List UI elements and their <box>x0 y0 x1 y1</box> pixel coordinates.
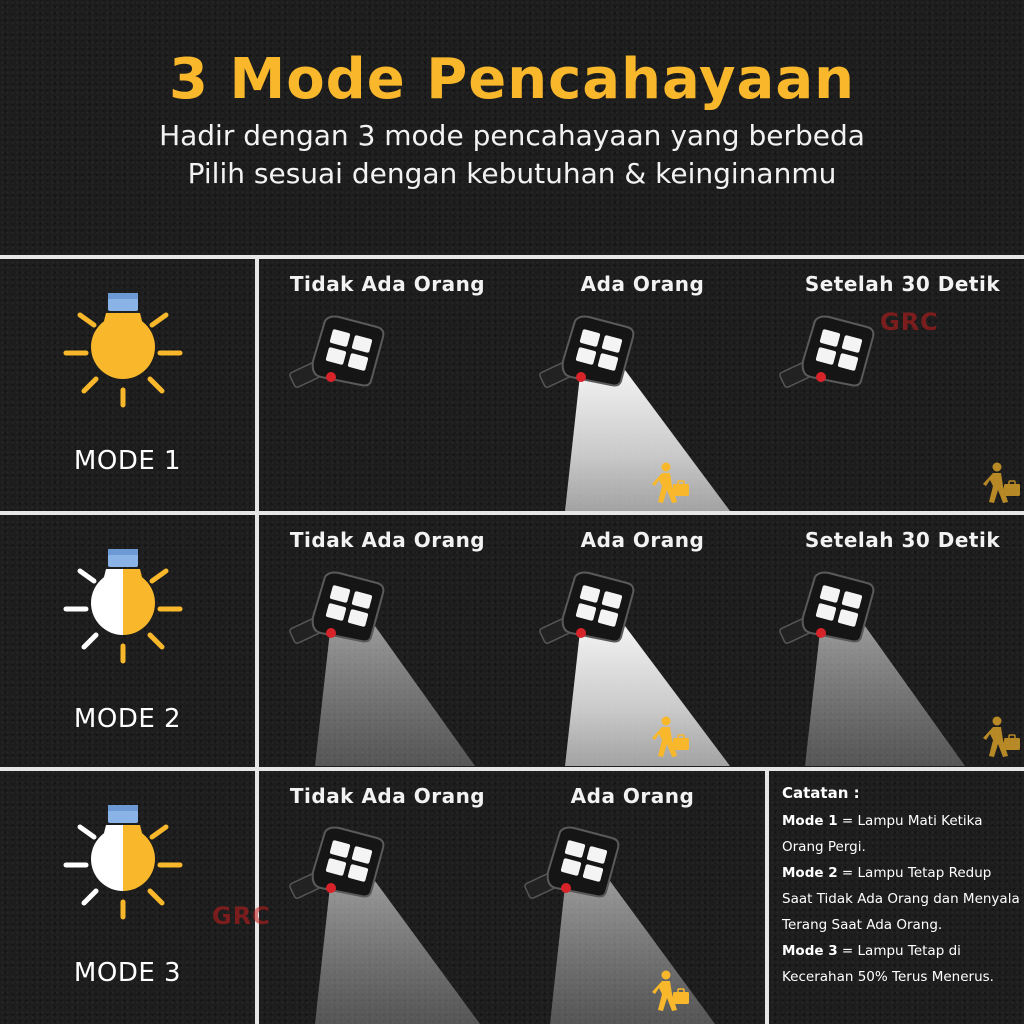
note-mode-2-key: Mode 2 <box>782 865 838 881</box>
mode-1-col-1-label: Tidak Ada Orang <box>289 272 486 296</box>
walking-person-icon <box>983 462 1023 506</box>
mode-3-col-1-label: Tidak Ada Orang <box>289 784 486 808</box>
walking-person-icon <box>983 716 1023 760</box>
notes-heading: Catatan : <box>782 784 860 802</box>
mode-3-col-2-label: Ada Orang <box>570 784 695 808</box>
mode-1-label: MODE 1 <box>73 446 182 476</box>
mode-2-col-2-label: Ada Orang <box>580 528 705 552</box>
watermark-logo: GRC <box>212 902 271 930</box>
solar-street-lamp-icon <box>285 826 485 1024</box>
bulb-half-on-icon <box>58 541 188 671</box>
solar-street-lamp-icon <box>285 315 395 430</box>
note-mode-1-key: Mode 1 <box>782 813 838 829</box>
note-mode-2-text: = Lampu Tetap Redup Saat Tidak Ada Orang dan Menyala Terang Saat Ada Orang. <box>782 865 1020 933</box>
walking-person-icon <box>652 716 692 760</box>
note-mode-3 <box>782 938 1020 990</box>
mode-2-col-3-label: Setelah 30 Detik <box>804 528 1001 552</box>
note-mode-1 <box>782 808 1020 860</box>
mode-1-col-3-label: Setelah 30 Detik <box>804 272 1001 296</box>
bulb-full-on-icon <box>58 285 188 415</box>
note-mode-3-key: Mode 3 <box>782 943 838 959</box>
grid-line-notes <box>765 767 769 1024</box>
grid-line-top <box>0 255 1024 259</box>
watermark-logo: GRC <box>880 308 939 336</box>
walking-person-icon <box>652 462 692 506</box>
mode-2-col-1-label: Tidak Ada Orang <box>289 528 486 552</box>
page-title: 3 Mode Pencahayaan <box>169 47 855 112</box>
note-mode-3-text: = Lampu Tetap di Kecerahan 50% Terus Menerus. <box>782 943 994 985</box>
grid-line-middle <box>0 511 1024 515</box>
subtitle-line-2: Pilih sesuai dengan kebutuhan & keinginanmu <box>187 157 837 190</box>
solar-street-lamp-icon <box>285 571 485 767</box>
mode-1-col-2-label: Ada Orang <box>580 272 705 296</box>
bulb-half-on-icon <box>58 797 188 927</box>
mode-3-label: MODE 3 <box>73 958 182 988</box>
solar-street-lamp-icon <box>535 315 735 512</box>
note-mode-1-text: = Lampu Mati Ketika Orang Pergi. <box>782 813 983 855</box>
solar-street-lamp-icon <box>775 315 885 430</box>
subtitle-line-1: Hadir dengan 3 mode pencahayaan yang berbeda <box>159 119 865 152</box>
note-mode-2 <box>782 860 1020 938</box>
solar-street-lamp-icon <box>775 571 975 767</box>
notes-panel <box>782 780 1020 990</box>
solar-street-lamp-icon <box>535 571 735 767</box>
grid-line-bottom <box>0 767 1024 771</box>
mode-2-label: MODE 2 <box>73 704 182 734</box>
walking-person-icon <box>652 970 692 1014</box>
